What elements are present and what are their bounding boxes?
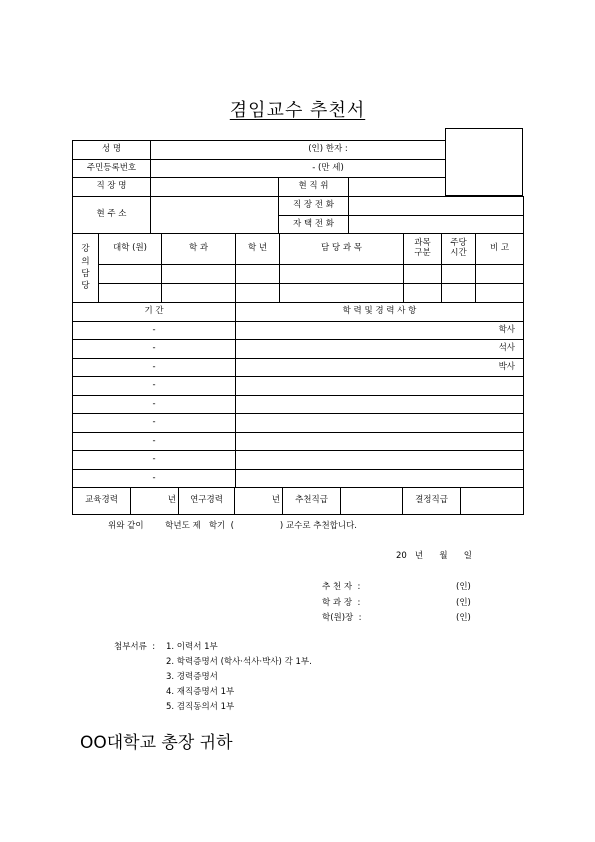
lecture-cell[interactable] (99, 284, 162, 303)
career-period[interactable]: - (73, 396, 236, 414)
side-char: 담 (81, 269, 90, 279)
lecture-cell[interactable] (404, 284, 442, 303)
career-table (72, 302, 524, 488)
col-department: 학 과 (162, 234, 236, 265)
career-period[interactable]: - (73, 359, 236, 377)
period-header: 기 간 (73, 303, 236, 322)
col-university: 대학 (원) (99, 234, 162, 265)
decided-rank-field[interactable] (461, 488, 524, 515)
signature-dept-head (322, 596, 482, 608)
signature-label: 추 천 자 : (322, 582, 361, 592)
col-subject: 담 당 과 목 (280, 234, 404, 265)
lecture-cell[interactable] (442, 265, 476, 284)
lecture-side-label (73, 234, 99, 303)
page-title: 겸임교수 추천서 (229, 100, 366, 121)
attachment-item: 3. 경력증명서 (166, 672, 218, 682)
rrn-field[interactable]: - (만 세) (151, 160, 446, 178)
career-record[interactable] (236, 396, 524, 414)
signature-dean (322, 611, 482, 623)
lecture-cell[interactable] (280, 265, 404, 284)
career-record[interactable] (236, 470, 524, 488)
name-label: 성 명 (73, 141, 151, 160)
recommend-rank-field[interactable] (341, 488, 403, 515)
col-year: 학 년 (236, 234, 280, 265)
job-field[interactable] (151, 178, 279, 197)
edu-career-label: 교육경력 (73, 488, 131, 515)
lecture-cell[interactable] (236, 284, 280, 303)
home-phone-field[interactable] (349, 216, 524, 234)
lecture-cell[interactable] (99, 265, 162, 284)
career-period[interactable]: - (73, 470, 236, 488)
signature-recommender (322, 580, 482, 592)
recommend-rank-label: 추천직급 (283, 488, 341, 515)
photo-box (445, 128, 523, 196)
research-career-label: 연구경력 (179, 488, 235, 515)
personal-info-table (72, 140, 446, 197)
attachments-label: 첨부서류 : (114, 642, 156, 652)
career-period[interactable]: - (73, 340, 236, 359)
career-period[interactable]: - (73, 433, 236, 451)
job-label: 직 장 명 (73, 178, 151, 197)
career-period[interactable]: - (73, 451, 236, 470)
addressee-line: OO대학교 총장 귀하 (80, 733, 233, 753)
signature-label: 학(원)장 : (322, 613, 362, 623)
address-table (72, 196, 524, 234)
career-record[interactable] (236, 377, 524, 396)
signature-seal: (인) (456, 598, 471, 608)
career-record[interactable] (236, 433, 524, 451)
lecture-cell[interactable] (476, 284, 524, 303)
signature-seal: (인) (456, 613, 471, 623)
side-char: 당 (81, 281, 90, 292)
name-field[interactable]: (인) 한자 : (151, 141, 446, 160)
side-char: 의 (81, 256, 90, 267)
career-record[interactable] (236, 451, 524, 470)
home-phone-label: 자 택 전 화 (279, 216, 349, 234)
summary-table (72, 487, 524, 515)
career-record[interactable]: 석사 (236, 340, 524, 359)
career-record[interactable] (236, 414, 524, 433)
signature-seal: (인) (456, 582, 471, 592)
address-field[interactable] (151, 197, 279, 234)
career-record[interactable]: 박사 (236, 359, 524, 377)
lecture-cell[interactable] (280, 284, 404, 303)
lecture-cell[interactable] (236, 265, 280, 284)
recommend-statement: 위와 같이 학년도 제 학기 ( ) 교수로 추천합니다. (108, 521, 357, 531)
address-label: 현 주 소 (73, 197, 151, 234)
col-weekly-hours: 주당 시간 (442, 234, 476, 265)
col-subject-type: 과목 구분 (404, 234, 442, 265)
attachment-item: 2. 학력증명서 (학사·석사·박사) 각 1부. (166, 657, 312, 667)
lecture-cell[interactable] (162, 265, 236, 284)
lecture-table (72, 233, 524, 303)
work-phone-field[interactable] (349, 197, 524, 216)
career-period[interactable]: - (73, 377, 236, 396)
career-period[interactable]: - (73, 414, 236, 433)
position-label: 현 직 위 (279, 178, 349, 197)
record-header: 학 력 및 경 력 사 항 (236, 303, 524, 322)
research-career-years[interactable]: 년 (235, 488, 283, 515)
lecture-cell[interactable] (162, 284, 236, 303)
work-phone-label: 직 장 전 화 (279, 197, 349, 216)
edu-career-years[interactable]: 년 (131, 488, 179, 515)
career-record[interactable]: 학사 (236, 322, 524, 340)
signature-label: 학 과 장 : (322, 598, 361, 608)
attachment-item: 4. 재직증명서 1부 (166, 687, 235, 697)
side-char: 강 (81, 244, 90, 255)
attachment-item: 5. 겸직동의서 1부 (166, 702, 235, 712)
lecture-cell[interactable] (404, 265, 442, 284)
attachments-list (166, 640, 312, 715)
attachment-item: 1. 이력서 1부 (166, 642, 218, 652)
decided-rank-label: 결정직급 (403, 488, 461, 515)
rrn-label: 주민등록번호 (73, 160, 151, 178)
date-line: 20 년 월 일 (396, 551, 472, 561)
position-field[interactable] (349, 178, 446, 197)
lecture-cell[interactable] (476, 265, 524, 284)
col-remarks: 비 고 (476, 234, 524, 265)
career-period[interactable]: - (73, 322, 236, 340)
lecture-cell[interactable] (442, 284, 476, 303)
